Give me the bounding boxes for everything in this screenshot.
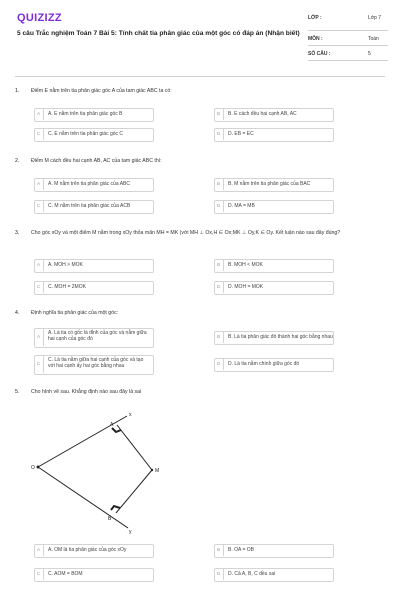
option-text: C. MOH = 2MOK [48,284,86,290]
option-text: D. Là tia nằm chính giữa góc đó [228,361,300,367]
option-text: D. Cả A, B, C đều sai [228,571,276,577]
option-letter: B [214,178,224,190]
option-letter: A [34,178,44,190]
question-number: 2. [15,158,20,164]
quizizz-logo: QUIZIZZ [17,12,62,24]
option-text: C. M nằm trên tia phân giác của ACB [48,203,131,209]
option-letter: C [34,281,44,293]
meta-key: SỐ CÂU : [308,51,331,57]
question-number: 1. [15,88,20,94]
meta-value: Lớp 7 [368,15,382,21]
option-letter: D [214,200,224,212]
question-number: 4. [15,310,20,316]
meta-table [308,14,388,61]
option-letter: D [214,128,224,140]
option-text: B. OA = OB [228,547,254,553]
option-letter: A [34,328,44,346]
meta-row-subject [308,31,388,46]
option-text: D. EB = EC [228,131,254,137]
question-text: Điểm M cách đều hai cạnh AB, AC của tam giác ABC thì: [31,158,162,164]
option-letter: D [214,281,224,293]
option-text: A. M nằm trên tia phân giác của ABC [48,181,130,187]
angle-bisector-figure [28,404,178,534]
option-letter: C [34,128,44,140]
option-letter: B [214,544,224,556]
option-letter: A [34,259,44,271]
label-x: x [129,412,132,418]
option-text: A. OM là tia phân giác của góc xOy [48,547,127,553]
label-y: y [129,529,132,534]
geometry-diagram [28,404,178,534]
meta-key: MÔN : [308,36,323,42]
meta-row-count [308,46,388,61]
meta-key: LỚP : [308,15,322,21]
option-text: C. AOM = BOM [48,571,83,577]
option-text: B. MOH < MOK [228,262,263,268]
option-text: D. MA = MB [228,203,255,209]
option-letter: C [34,200,44,212]
option-letter: D [214,358,224,370]
option-text: A. Là tia có gốc là đỉnh của góc và nằm giữa hai cạnh của góc đó [48,330,147,342]
option-letter: D [214,568,224,580]
question-text: Định nghĩa tia phân giác của một góc: [31,310,119,316]
ray-oy [38,467,128,528]
option-text: B. M nằm trên tia phân giác của BAC [228,181,311,187]
segment-am [117,425,152,470]
worksheet-title: 5 câu Trắc nghiệm Toán 7 Bài 5: Tính chất tia phân giác của một góc có đáp án (Nhận biết) [17,30,300,37]
meta-value: 5 [368,51,371,57]
option-letter: B [214,259,224,271]
segment-bm [116,470,152,513]
option-text: D. MOH = MOK [228,284,264,290]
question-text: Cho góc xOy và một điểm M nằm trong xOy thỏa mãn MH = MK (với MH ⊥ Ox,H ∈ Ox;MK ⊥ Oy,K ∈ Oy. Kết luận nào sau đây đúng? [31,230,341,236]
option-text: C. Là tia nằm giữa hai cạnh của góc và tạo với hai cạnh ấy hai góc bằng nhau [48,357,144,369]
option-letter: B [214,108,224,120]
option-text: C. E nằm trên tia phân giác góc C [48,131,124,137]
option-letter: B [214,331,224,343]
option-letter: C [34,568,44,580]
question-text: Điểm E nằm trên tia phân giác góc A của tam giác ABC ta có: [31,88,172,94]
option-text: B. Là tia phân giác đó thành hai góc bằng nhau [228,334,333,340]
option-letter: A [34,544,44,556]
label-o: O [31,465,35,471]
option-text: B. E cách đều hai cạnh AB, AC [228,111,297,117]
option-text: A. MOH > MOK [48,262,83,268]
meta-value: Toán [368,36,379,42]
header-divider [15,76,385,77]
question-text: Cho hình vẽ sau. Khẳng định nào sau đây là sai [31,389,142,395]
question-number: 3. [15,230,20,236]
meta-row-class [308,14,388,31]
option-letter: C [34,355,44,373]
label-b: B [108,516,112,522]
point-o [37,466,40,469]
label-a: A [110,422,114,428]
option-letter: A [34,108,44,120]
point-m [151,469,153,471]
ray-ox [38,416,127,467]
label-m: M [155,468,160,474]
option-text: A. E nằm trên tia phân giác góc B [48,111,123,117]
question-number: 5. [15,389,20,395]
